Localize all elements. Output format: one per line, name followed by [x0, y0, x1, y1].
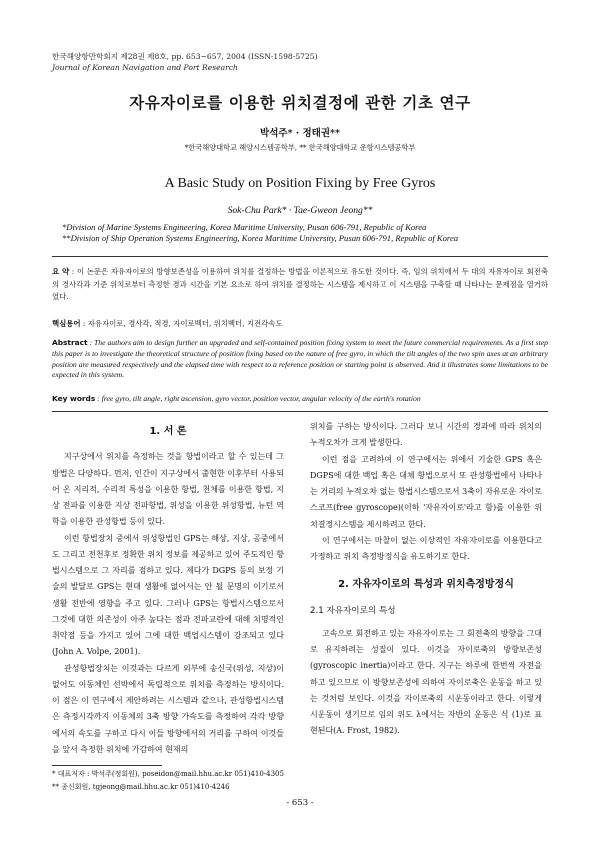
abstract-korean-text: : 이 논문은 자유자이로의 방향보존성을 이용하여 위치를 결정하는 방법을 이론적으로 유도한 것이다. 즉, 임의 위치에서 두 대의 자유자이로 회전축의 경사각과 기준 위치로부터 측정한 경과 시간을 기본 요소로 하여 위치를 결정하는 시스템을 제시하고 이 시스템을 구축할 때 나타나는 문제점을 열거하였다.: [52, 267, 548, 302]
keywords-english: [52, 394, 548, 405]
abstract-korean: [52, 266, 548, 304]
keywords-korean-text: : 자유자이로, 경사각, 적경, 자이로벡터, 위치벡터, 지전각속도: [80, 319, 283, 328]
abstract-bottom-rule: [52, 411, 548, 412]
affiliation-1: *Division of Marine Systems Engineering, Korea Maritime University, Pusan 606-791, Republic of Korea: [62, 222, 427, 232]
section-1-paragraph-3: 관성항법장치는 이것과는 다르게 외부에 송신국(위성, 지상)이 없어도 이동체인 선박에서 독립적으로 위치를 측정하는 방식이다. 이 점은 이 연구에서 제안하려는 시스템과 같으나, 관성항법시스템은 측정시각까지 이동체의 3축 방향 가속도를 측정하여 각각 방향에서의 속도를 구하고 다시 이들 방향에서의 거리를 구하여 이것들을 앞서 측정한 위치에 가감하여 현재의: [52, 663, 284, 754]
journal-citation: 한국해양항만학회지 제28권 제8호, pp. 653~657, 2004 (ISSN-1598-5725): [52, 52, 318, 61]
abstract-english-label: Abstract: [52, 338, 88, 347]
keywords-korean: [52, 318, 548, 331]
title-korean: 자유자이로를 이용한 위치결정에 관한 기초 연구: [129, 93, 471, 112]
authors-korean: 박석주* · 정태권**: [260, 128, 340, 139]
right-paragraph-1: 위치를 구하는 방식이다. 그러다 보니 시간의 경과에 따라 위치의 누적오차가 크게 발생한다.: [310, 422, 542, 448]
footnote-rule: [52, 765, 162, 766]
journal-name-en: Journal of Korean Navigation and Port Research: [52, 63, 238, 72]
abstract-korean-label: 요 약: [52, 267, 70, 276]
footnote-2: ** 종신회원, tgjeong@mail.hhu.ac.kr 051)410-4246: [52, 782, 230, 791]
keywords-english-label: Key words: [52, 394, 96, 403]
subsection-2-1-heading: 2.1 자유자이로의 특성: [310, 605, 396, 616]
section-1-heading: 1. 서 론: [149, 426, 187, 437]
affiliation-2: **Division of Ship Operation Systems Engineering, Korea Maritime University, Pusan 606-791, Republic of Korea: [62, 233, 459, 243]
affiliation-korean: *한국해양대학교 해양시스템공학부, ** 한국해양대학교 운항시스템공학부: [184, 143, 416, 152]
section-1-paragraph-2: 이런 항법장치 중에서 위성항법인 GPS는 해상, 지상, 공중에서도 그리고 전천후로 정확한 위치 정보를 제공하고 있어 주도적인 항법시스템으로 그 자리를 점하고 있다. 제다가 DGPS 등의 보정 기술의 발달로 GPS는 현대 생활에 없어서는 안 될 문명의 이기로서 생활 전반에 영향을 주고 있다. 그러나 GPS는 항법시스템으로서 그것에 대한 의존성이 아주 높다는 점과 전파교란에 대해 치명적인 취약점 등을 가지고 있어 그에 대한 백업시스템이 강조되고 있다(John A. Volpe, 2001).: [52, 533, 284, 657]
footnotes: [52, 768, 284, 793]
abstract-english-text: : The authors aim to design further an upgraded and self-contained position fixing system to meet the future commercial requirements. As a first step this paper is to investigate the theoretical structure of position fixing based on the nature of free gyro, in which the tilt angles of the two spin axes at an arbitrary position are measured respectively and the elapsed time with respect to a reference position or starting point is observed. And it illustrates some limitations to be expected in this system.: [52, 338, 548, 380]
affiliations-english: [62, 222, 572, 244]
authors-english: Sok-Chu Park* · Tae-Gweon Jeong**: [227, 205, 373, 216]
keywords-english-text: : free gyro, tilt angle, right ascension, gyro vector, position vector, angular velocity of the earth's rotation: [95, 394, 421, 403]
section-2-paragraph-1: 고속으로 회전하고 있는 자유자이로는 그 회전축의 방향을 그대로 유지하려는 성질이 있다. 이것을 자이로축의 방향보존성(gyroscopic inertia)이라고 한다. 지구는 하루에 한번씩 자전을 하고 있으므로 이 방향보존성에 의하여 자이로축은 운동을 하고 있는 것처럼 보인다. 이것을 자이로축의 시운동이라고 한다. 이렇게 시운동이 생기므로 임의 위도 λ에서는 자반의 운동은 식 (1)로 표현된다(A. Frost, 1982).: [310, 628, 542, 736]
right-paragraph-3: 이 연구에서는 마찰이 없는 이상적인 자유자이로를 이용한다고 가정하고 위치 측정방정식을 유도하기로 한다.: [310, 535, 542, 561]
keywords-korean-label: 핵심용어: [52, 319, 81, 328]
top-rule: [52, 256, 548, 257]
section-1-paragraph-1: 지구상에서 위치를 측정하는 것을 항법이라고 할 수 있는데 그 방법은 다양하다. 먼저, 인간이 지구상에서 출현한 이후부터 사용되어 온 지리적, 수리적 특성을 이용한 항법, 천체를 이용한 항법, 지상 전파를 이용한 지상 전파항법, 위성을 이용한 위성항법, 뉴턴 역학을 이용한 관성항법 등이 있다.: [52, 452, 284, 527]
page-number: - 653 -: [286, 798, 314, 808]
abstract-english: [52, 338, 548, 381]
right-column: [310, 419, 542, 740]
journal-header: [52, 51, 318, 73]
title-english: A Basic Study on Position Fixing by Free Gyros: [164, 176, 436, 191]
left-column: [52, 420, 284, 758]
section-2-heading: 2. 자유자이로의 특성과 위치측정방정식: [338, 579, 514, 591]
footnote-1: * 대표저자 : 박석주(정회원), poseidon@mail.hhu.ac.kr 051)410-4305: [52, 770, 284, 778]
right-paragraph-2: 이런 점을 고려하여 이 연구에서는 위에서 기술한 GPS 혹은 DGPS에 대한 백업 혹은 대체 항법으로서 또 관성항법에서 나타나는 거리의 누적오차 없는 항법시스템으로서 3축이 자유로운 자이로스코프(free gyroscope)(이하 '자유자이로'라고 함)를 이용한 위치결정시스템을 제시하려고 한다.: [310, 454, 542, 529]
